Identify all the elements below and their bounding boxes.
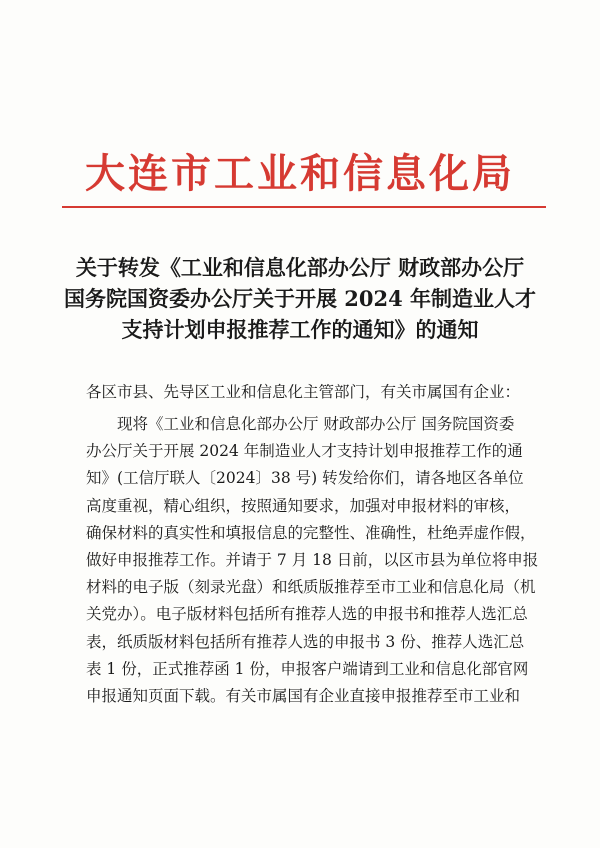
body-line: 现将《工业和信息化部办公厅 财政部办公厅 国务院国资委 [117,415,515,433]
body-line: 高度重视，精心组织，按照通知要求，加强对申报材料的审核， [86,496,521,515]
body-line: 确保材料的真实性和填报信息的完整性、准确性，杜绝弄虚作假， [86,523,536,542]
body-line: 表，纸质版材料包括所有推荐人选的申报书 3 份、推荐人选汇总 [86,632,525,651]
body-line: 材料的电子版（刻录光盘）和纸质版推荐至市工业和信息化局（机 [86,578,536,597]
body-line: 关党办）。电子版材料包括所有推荐人选的申报书和推荐人选汇总 [86,605,528,624]
body-line: 办公厅关于开展 2024 年制造业人才支持计划申报推荐工作的通 [86,442,523,461]
body-line: 做好申报推荐工作。并请于 7 月 18 日前，以区市县为单位将申报 [86,551,539,570]
notice-title [40,252,560,345]
notice-title-line: 关于转发《工业和信息化部办公厅 财政部办公厅 [75,255,525,280]
salutation: 各区市县、先导区工业和信息化主管部门，有关市属国有企业： [86,383,521,401]
notice-body [86,411,546,710]
body-line: 申报通知页面下载。有关市属国有企业直接申报推荐至市工业和 [86,687,521,706]
notice-title-line: 国务院国资委办公厅关于开展 2024 年制造业人才 [63,286,537,311]
body-line: 知》(工信厅联人〔2024〕38 号) 转发给你们，请各地区各单位 [86,469,524,488]
red-header-rule [62,206,546,208]
agency-masthead: 大连市工业和信息化局 [85,150,515,197]
notice-title-line: 支持计划申报推荐工作的通知》的通知 [121,317,479,342]
body-line: 表 1 份，正式推荐函 1 份，申报客户端请到工业和信息化部官网 [86,659,529,678]
